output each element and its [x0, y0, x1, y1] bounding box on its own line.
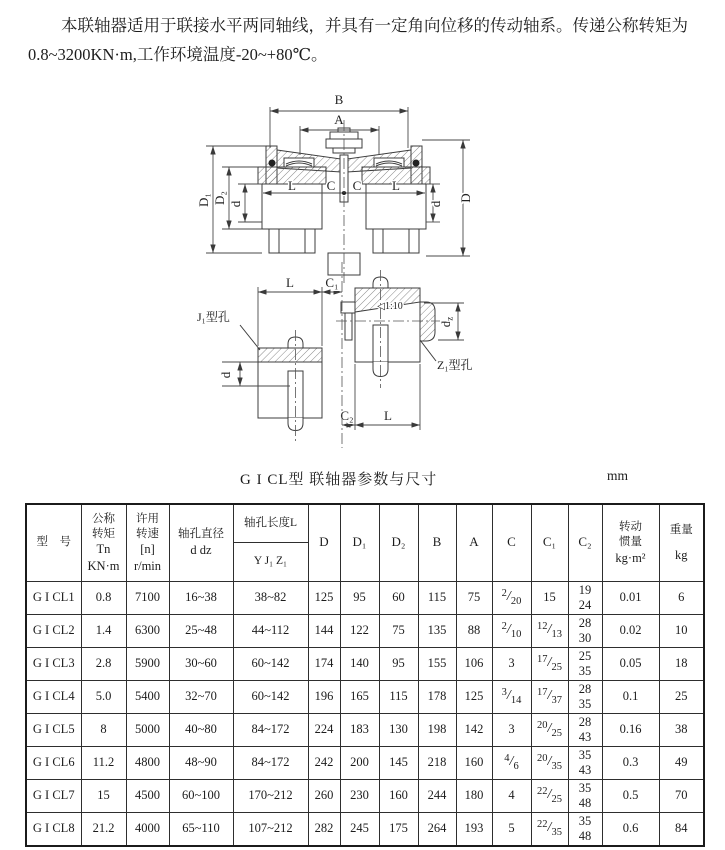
table-cell: 6300: [126, 614, 169, 647]
table-cell: 282: [308, 812, 340, 846]
table-cell: 95: [379, 647, 418, 680]
col-header-model: [26, 504, 81, 581]
col-header-C: C: [492, 504, 531, 581]
params-table: [25, 503, 705, 847]
table-cell: 35 48: [568, 779, 602, 812]
table-cell: 60~142: [233, 680, 308, 713]
table-cell: 130: [379, 713, 418, 746]
table-cell: 4: [492, 779, 531, 812]
col-header-C2: C₂: [568, 504, 602, 581]
header-text: kg: [675, 547, 688, 562]
table-cell: 60~100: [169, 779, 233, 812]
dim-label-b: B: [334, 92, 344, 107]
table-cell: 155: [418, 647, 456, 680]
header-text: 转矩: [92, 527, 115, 540]
table-cell: 0.6: [602, 812, 659, 846]
table-cell: 230: [340, 779, 379, 812]
table-cell: $^2/_{10}$: [492, 614, 531, 647]
table-cell: 3: [492, 713, 531, 746]
intro-line-1: 本联轴器适用于联接水平两同轴线，并具有一定角向位移的传动轴系。传递公称转矩为: [61, 16, 688, 35]
table-cell: 38: [659, 713, 704, 746]
table-cell: 170~212: [233, 779, 308, 812]
table-cell: 16~38: [169, 581, 233, 614]
table-cell: 10: [659, 614, 704, 647]
header-text: d dz: [190, 543, 212, 558]
table-cell: 115: [418, 581, 456, 614]
table-cell: 28 43: [568, 713, 602, 746]
col-header-A: A: [456, 504, 492, 581]
table-cell: 4800: [126, 746, 169, 779]
col-header-inertia: [602, 504, 659, 581]
header-text: 轴孔长度L: [243, 516, 298, 529]
table-cell: 8: [81, 713, 126, 746]
table-cell: 160: [379, 779, 418, 812]
dim-label-d-outer: D: [458, 193, 473, 203]
col-header-D2: D₂: [379, 504, 418, 581]
table-cell: 44~112: [233, 614, 308, 647]
table-cell: 218: [418, 746, 456, 779]
table-cell: 198: [418, 713, 456, 746]
dim-label-dz: [438, 317, 455, 328]
table-cell: 30~60: [169, 647, 233, 680]
col-header-D: D: [308, 504, 340, 581]
table-cell: 125: [308, 581, 340, 614]
header-text: 轴孔直径: [178, 528, 224, 541]
j1-hub-view: [197, 275, 342, 441]
table-cell: 2.8: [81, 647, 126, 680]
table-cell: 32~70: [169, 680, 233, 713]
table-cell: 15: [531, 581, 568, 614]
table-cell: 144: [308, 614, 340, 647]
dim-label-l-right: L: [392, 178, 400, 193]
table-cell: 142: [456, 713, 492, 746]
table-cell: 115: [379, 680, 418, 713]
table-cell: 18: [659, 647, 704, 680]
table-cell: G I CL7: [26, 779, 81, 812]
table-cell: 0.05: [602, 647, 659, 680]
table-cell: 40~80: [169, 713, 233, 746]
table-cell: 183: [340, 713, 379, 746]
col-header-D1: D₁: [340, 504, 379, 581]
table-cell: 165: [340, 680, 379, 713]
table-cell: 1.4: [81, 614, 126, 647]
dim-label-d-right: d: [428, 200, 443, 208]
table-cell: 28 30: [568, 614, 602, 647]
table-cell: 60~142: [233, 647, 308, 680]
table-cell: 193: [456, 812, 492, 846]
table-cell: $^4/_6$: [492, 746, 531, 779]
header-text: 重量: [669, 523, 693, 536]
col-header-bore-length: [233, 504, 308, 542]
assembly-section-view: [196, 92, 473, 284]
table-cell: G I CL4: [26, 680, 81, 713]
header-text: r/min: [133, 558, 162, 573]
table-cell: $^3/_{14}$: [492, 680, 531, 713]
z1-hub-view: [336, 262, 473, 448]
table-cell: 35 43: [568, 746, 602, 779]
col-header-weight: [659, 504, 704, 581]
table-row: [26, 779, 704, 812]
table-cell: 178: [418, 680, 456, 713]
table-cell: 140: [340, 647, 379, 680]
table-cell: 25~48: [169, 614, 233, 647]
table-cell: $^{22}/_{35}$: [531, 812, 568, 846]
header-text: kg·m²: [615, 550, 646, 565]
header-text: [n]: [140, 542, 155, 557]
table-row: [26, 680, 704, 713]
table-cell: 174: [308, 647, 340, 680]
table-cell: 11.2: [81, 746, 126, 779]
table-cell: 244: [418, 779, 456, 812]
header-text: Tn: [96, 542, 111, 557]
table-cell: 260: [308, 779, 340, 812]
table-cell: $^{17}/_{37}$: [531, 680, 568, 713]
table-cell: G I CL1: [26, 581, 81, 614]
table-cell: 264: [418, 812, 456, 846]
table-cell: 0.1: [602, 680, 659, 713]
label-taper: ◁1:10: [377, 301, 403, 312]
table-cell: 175: [379, 812, 418, 846]
table-cell: 19 24: [568, 581, 602, 614]
table-cell: G I CL8: [26, 812, 81, 846]
table-row: [26, 746, 704, 779]
col-header-speed: [126, 504, 169, 581]
table-cell: 245: [340, 812, 379, 846]
table-cell: 21.2: [81, 812, 126, 846]
table-cell: 106: [456, 647, 492, 680]
table-unit: mm: [607, 468, 629, 483]
col-header-B: B: [418, 504, 456, 581]
table-row: [26, 713, 704, 746]
col-header-C1: C₁: [531, 504, 568, 581]
table-cell: 84~172: [233, 713, 308, 746]
table-cell: 4500: [126, 779, 169, 812]
table-cell: 28 35: [568, 680, 602, 713]
table-cell: $^{22}/_{25}$: [531, 779, 568, 812]
header-text: 惯量: [619, 535, 642, 548]
table-title: G I CL型 联轴器参数与尺寸: [240, 472, 438, 488]
table-cell: 122: [340, 614, 379, 647]
table-cell: 48~90: [169, 746, 233, 779]
col-header-torque: [81, 504, 126, 581]
table-row: [26, 581, 704, 614]
dim-label-c2: C₂: [340, 408, 354, 423]
table-cell: 107~212: [233, 812, 308, 846]
dim-label-a: A: [334, 112, 344, 127]
table-cell: 5: [492, 812, 531, 846]
table-cell: 25 35: [568, 647, 602, 680]
header-text: 转动: [619, 520, 642, 533]
table-row: [26, 647, 704, 680]
dz-sub: z: [444, 316, 455, 321]
table-cell: G I CL3: [26, 647, 81, 680]
table-cell: 35 48: [568, 812, 602, 846]
table-cell: $^{17}/_{25}$: [531, 647, 568, 680]
table-cell: 84~172: [233, 746, 308, 779]
table-cell: G I CL2: [26, 614, 81, 647]
dz-base: d: [438, 320, 453, 328]
table-cell: 224: [308, 713, 340, 746]
dim-label-l-j1: L: [286, 275, 294, 290]
table-cell: G I CL6: [26, 746, 81, 779]
table-cell: 38~82: [233, 581, 308, 614]
table-cell: 95: [340, 581, 379, 614]
table-cell: 5000: [126, 713, 169, 746]
table-cell: 135: [418, 614, 456, 647]
header-text: 公称: [92, 512, 115, 525]
table-cell: 4000: [126, 812, 169, 846]
table-cell: 5900: [126, 647, 169, 680]
table-cell: $^{20}/_{25}$: [531, 713, 568, 746]
dim-label-d1: D₁: [196, 193, 211, 207]
params-table-body: [26, 581, 704, 846]
table-cell: 70: [659, 779, 704, 812]
table-cell: 49: [659, 746, 704, 779]
table-cell: 180: [456, 779, 492, 812]
dim-label-l-left: L: [288, 178, 296, 193]
table-cell: 7100: [126, 581, 169, 614]
table-row: [26, 812, 704, 846]
table-cell: 145: [379, 746, 418, 779]
table-cell: 75: [456, 581, 492, 614]
table-cell: 125: [456, 680, 492, 713]
table-cell: 5.0: [81, 680, 126, 713]
header-text: 转速: [136, 527, 159, 540]
dim-label-c-right: C: [352, 178, 362, 193]
label-j1-hole: J₁型孔: [197, 310, 230, 324]
table-cell: 75: [379, 614, 418, 647]
dim-label-c-left: C: [326, 178, 336, 193]
table-cell: 5400: [126, 680, 169, 713]
table-row: [26, 614, 704, 647]
dim-label-d-left: d: [228, 200, 243, 208]
dim-label-c1: C₁: [325, 275, 339, 290]
header-text: KN·m: [87, 558, 120, 573]
table-cell: 65~110: [169, 812, 233, 846]
table-cell: 200: [340, 746, 379, 779]
dim-label-d2: D₂: [212, 191, 227, 205]
table-cell: 84: [659, 812, 704, 846]
dim-label-l-z1: L: [384, 408, 392, 423]
table-cell: 25: [659, 680, 704, 713]
label-z1-hole: Z₁型孔: [437, 358, 473, 372]
table-cell: 0.3: [602, 746, 659, 779]
table-cell: 60: [379, 581, 418, 614]
header-text: 型 号: [36, 536, 71, 549]
table-cell: 0.5: [602, 779, 659, 812]
table-cell: 160: [456, 746, 492, 779]
table-title-row: [0, 468, 725, 490]
table-cell: $^{20}/_{35}$: [531, 746, 568, 779]
table-cell: 0.16: [602, 713, 659, 746]
table-cell: 242: [308, 746, 340, 779]
table-cell: G I CL5: [26, 713, 81, 746]
table-cell: 88: [456, 614, 492, 647]
table-cell: 3: [492, 647, 531, 680]
table-cell: 0.02: [602, 614, 659, 647]
table-cell: 15: [81, 779, 126, 812]
col-header-bore-length-sub: Y J₁ Z₁: [233, 542, 308, 581]
intro-line-2: 0.8~3200KN·m,工作环境温度-20~+80℃。: [28, 44, 328, 64]
header-text: 许用: [136, 512, 159, 525]
table-cell: 0.8: [81, 581, 126, 614]
table-cell: $^{12}/_{13}$: [531, 614, 568, 647]
dim-label-d-j1: d: [218, 371, 233, 379]
table-cell: 196: [308, 680, 340, 713]
table-cell: 6: [659, 581, 704, 614]
col-header-bore-diameter: [169, 504, 233, 581]
table-cell: 0.01: [602, 581, 659, 614]
table-cell: $^2/_{20}$: [492, 581, 531, 614]
